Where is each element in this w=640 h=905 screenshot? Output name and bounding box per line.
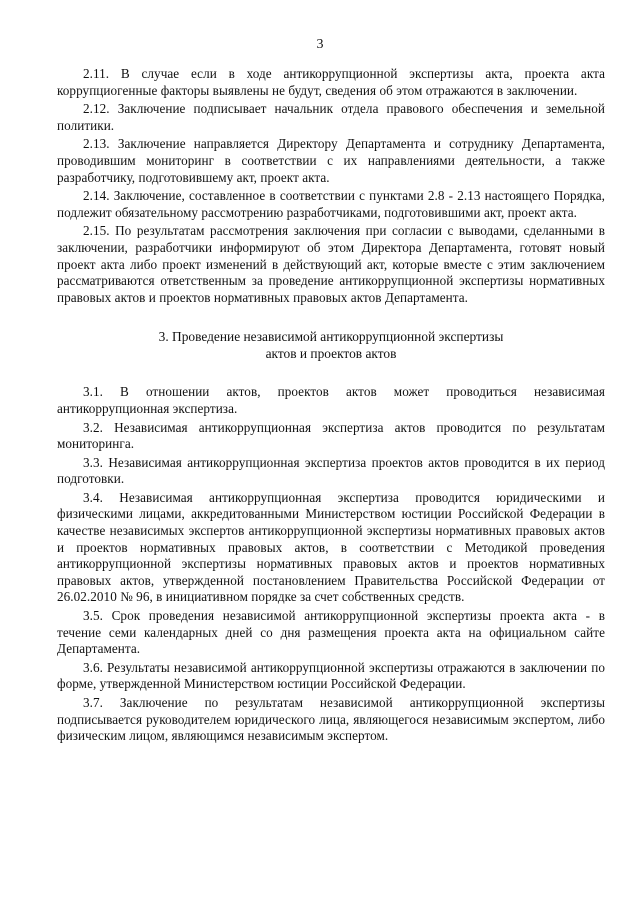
paragraph-2-11: 2.11. В случае если в ходе антикоррупционной экспертизы акта, проекта акта коррупциогенные факторы выявлены не будут, сведения об этом отражаются в заключении. [57, 66, 605, 98]
paragraph-3-4: 3.4. Независимая антикоррупционная экспертиза проводится юридическими и физическими лицами, аккредитованными Министерством юстиции Российской Федерации в качестве независимых экспертов антикоррупционной экспертизы нормативных правовых актов и проектов нормативных правовых актов, в соответствии с Методикой проведения антикоррупционной экспертизы нормативных правовых актов и проектов нормативных правовых актов, утвержденной постановлением Правительства Российской Федерации от 26.02.2010 № 96, в инициативном порядке за счет собственных средств. [57, 489, 605, 605]
paragraph-3-3: 3.3. Независимая антикоррупционная экспертиза проектов актов проводится в их период подготовки. [57, 454, 605, 487]
paragraph-3-2: 3.2. Независимая антикоррупционная экспертиза актов проводится по результатам мониторинга. [57, 419, 605, 452]
paragraph-2-12: 2.12. Заключение подписывает начальник отдела правового обеспечения и земельной политики. [57, 101, 605, 133]
section-3-heading-line-2: актов и проектов актов [265, 346, 397, 362]
paragraph-2-14: 2.14. Заключение, составленное в соответствии с пунктами 2.8 - 2.13 настоящего Порядка, подлежит обязательному рассмотрению разработчиками, подготовившими акт, проект акта. [57, 188, 605, 220]
paragraph-3-7: 3.7. Заключение по результатам независимой антикоррупционной экспертизы подписывается руководителем юридического лица, являющегося независимым экспертом, либо физическим лицом, являющимся независимым экспертом. [57, 695, 605, 744]
paragraph-2-13: 2.13. Заключение направляется Директору Департамента и сотруднику Департамента, проводившим мониторинг в соответствии с их направлениями деятельности, а также разработчику, подготовившему акт, проект акта. [57, 136, 605, 185]
section-3-heading-line-1: 3. Проведение независимой антикоррупционной экспертизы [158, 329, 504, 345]
page-number: 3 [316, 37, 324, 52]
paragraph-2-15: 2.15. По результатам рассмотрения заключения при согласии с выводами, сделанными в заключении, разработчики информируют об этом Директора Департамента, готовят новый проект акта либо проект изменений в действующий акт, которые вместе с этим заключением рассматриваются ответственным за проведение антикоррупционной экспертизы нормативных правовых актов и проектов нормативных правовых актов Департамента. [57, 223, 605, 305]
document-body [57, 66, 605, 747]
section-3-heading [57, 328, 605, 362]
paragraph-3-6: 3.6. Результаты независимой антикоррупционной экспертизы отражаются в заключении по форме, утвержденной Министерством юстиции Российской Федерации. [57, 659, 605, 692]
paragraph-3-5: 3.5. Срок проведения независимой антикоррупционной экспертизы проекта акта - в течение семи календарных дней со дня размещения проекта акта на официальном сайте Департамента. [57, 608, 605, 657]
paragraph-3-1: 3.1. В отношении актов, проектов актов может проводиться независимая антикоррупционная экспертиза. [57, 384, 605, 416]
